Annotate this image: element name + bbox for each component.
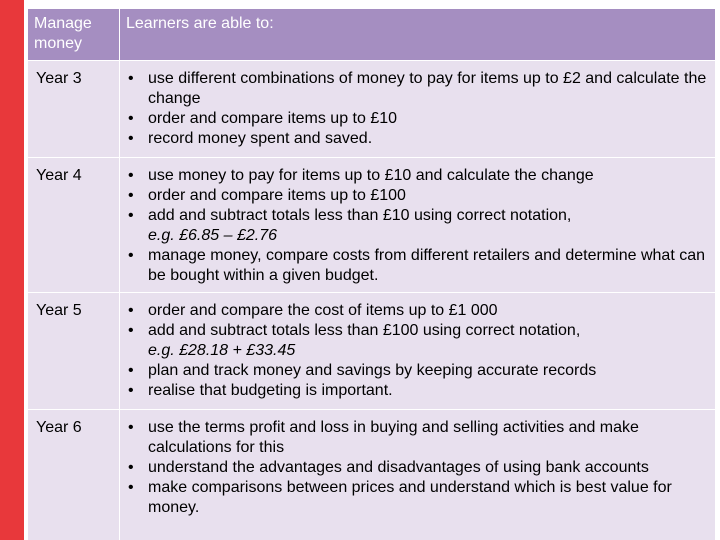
objective-text: manage money, compare costs from different retailers and determine what can be bought within a given budget. bbox=[148, 247, 706, 284]
year-label: Year 6 bbox=[28, 410, 120, 540]
list-item bbox=[126, 109, 709, 129]
objectives-cell bbox=[120, 158, 716, 293]
money-curriculum-table bbox=[27, 8, 716, 540]
objectives-cell bbox=[120, 61, 716, 158]
bullet-icon: • bbox=[128, 70, 134, 87]
bullet-icon: • bbox=[128, 110, 134, 127]
list-item bbox=[126, 186, 709, 206]
example-text: e.g. £28.18 + £33.45 bbox=[148, 342, 296, 359]
bullet-icon: • bbox=[128, 167, 134, 184]
list-item bbox=[126, 361, 709, 381]
objective-text: plan and track money and savings by keeping accurate records bbox=[148, 362, 597, 379]
list-item bbox=[126, 166, 709, 186]
list-item bbox=[126, 418, 709, 458]
list-item bbox=[126, 206, 709, 246]
objective-text: order and compare items up to £100 bbox=[148, 187, 406, 204]
objective-text: realise that budgeting is important. bbox=[148, 382, 393, 399]
list-item bbox=[126, 129, 709, 149]
accent-bar bbox=[0, 0, 24, 540]
list-item bbox=[126, 381, 709, 401]
objectives-cell bbox=[120, 293, 716, 410]
year-label: Year 5 bbox=[28, 293, 120, 410]
objective-text: order and compare items up to £10 bbox=[148, 110, 398, 127]
objective-text: use the terms profit and loss in buying and selling activities and make calculations for this bbox=[148, 419, 639, 456]
bullet-icon: • bbox=[128, 207, 134, 224]
list-item bbox=[126, 246, 709, 286]
header-manage-money: Manage money bbox=[28, 9, 120, 61]
year-label: Year 4 bbox=[28, 158, 120, 293]
table-header-row bbox=[28, 9, 716, 61]
bullet-icon: • bbox=[128, 322, 134, 339]
objective-text: order and compare the cost of items up to £1 000 bbox=[148, 302, 498, 319]
objective-text: understand the advantages and disadvantages of using bank accounts bbox=[148, 459, 649, 476]
objectives-list bbox=[126, 69, 709, 149]
example-text: e.g. £6.85 – £2.76 bbox=[148, 227, 277, 244]
objective-text: use different combinations of money to pay for items up to £2 and calculate the change bbox=[148, 70, 707, 107]
bullet-icon: • bbox=[128, 302, 134, 319]
table-row-year-4 bbox=[28, 158, 716, 293]
objectives-list bbox=[126, 301, 709, 401]
list-item bbox=[126, 301, 709, 321]
year-label: Year 3 bbox=[28, 61, 120, 158]
table-row-year-3 bbox=[28, 61, 716, 158]
objectives-list bbox=[126, 166, 709, 286]
curriculum-table-container bbox=[27, 8, 715, 540]
bullet-icon: • bbox=[128, 130, 134, 147]
objective-text: add and subtract totals less than £10 using correct notation, bbox=[148, 207, 572, 224]
list-item bbox=[126, 478, 709, 518]
bullet-icon: • bbox=[128, 479, 134, 496]
table-row-year-6 bbox=[28, 410, 716, 540]
objectives-cell bbox=[120, 410, 716, 540]
table-row-year-5 bbox=[28, 293, 716, 410]
objective-text: add and subtract totals less than £100 using correct notation, bbox=[148, 322, 581, 339]
objective-text: use money to pay for items up to £10 and calculate the change bbox=[148, 167, 594, 184]
list-item bbox=[126, 321, 709, 361]
bullet-icon: • bbox=[128, 459, 134, 476]
bullet-icon: • bbox=[128, 419, 134, 436]
bullet-icon: • bbox=[128, 247, 134, 264]
header-learners-able-to: Learners are able to: bbox=[120, 9, 716, 61]
list-item bbox=[126, 69, 709, 109]
objective-text: make comparisons between prices and understand which is best value for money. bbox=[148, 479, 672, 516]
bullet-icon: • bbox=[128, 362, 134, 379]
objective-text: record money spent and saved. bbox=[148, 130, 373, 147]
objectives-list bbox=[126, 418, 709, 518]
list-item bbox=[126, 458, 709, 478]
bullet-icon: • bbox=[128, 187, 134, 204]
bullet-icon: • bbox=[128, 382, 134, 399]
